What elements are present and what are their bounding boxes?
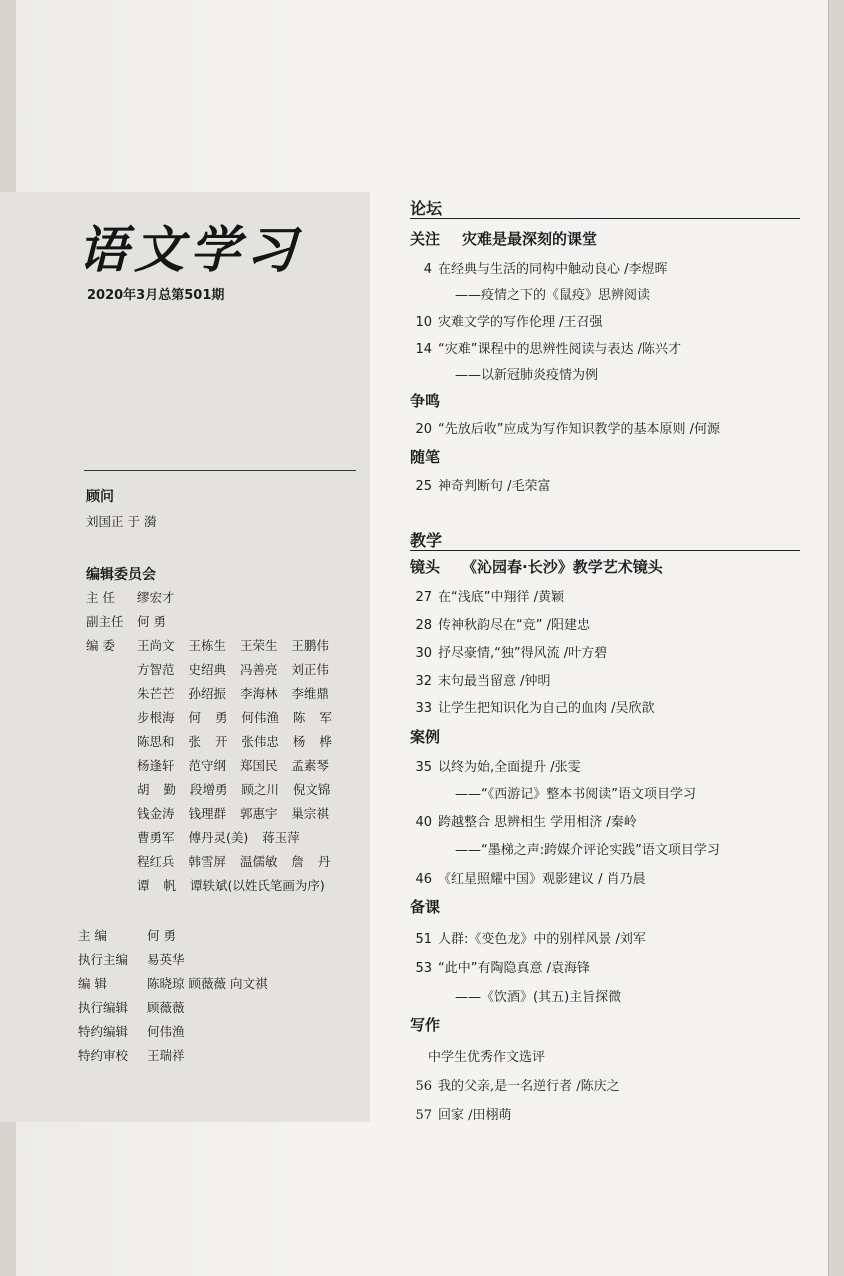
column-focus [410, 228, 597, 249]
board-vice-label: 副主任 [86, 614, 124, 629]
entry-title: 抒尽豪情,“独”得风流 /叶方碧 [438, 646, 608, 661]
staff-role: 主 编 [78, 928, 107, 943]
entry-title: “先放后收”应成为写作知识教学的基本原则 /何源 [438, 422, 720, 437]
board-row: 钱金涛 钱理群 郭惠宇 巢宗祺 [137, 806, 329, 821]
page-number: 33 [415, 701, 432, 716]
entry-title: “灾难”课程中的思辨性阅读与表达 /陈兴才 [438, 342, 681, 357]
entry-title: 我的父亲,是一名逆行者 /陈庆之 [438, 1079, 620, 1094]
staff-name: 陈晓琼 顾薇薇 向文祺 [147, 976, 268, 991]
page-number: 57 [415, 1108, 432, 1123]
page-number: 25 [415, 479, 432, 494]
column-label: 案例 [410, 728, 441, 746]
category-rule [410, 218, 800, 219]
entry-title: 人群:《变色龙》中的别样风景 /刘军 [438, 932, 646, 947]
entry-title: 让学生把知识化为自己的血肉 /吴欣歆 [438, 701, 655, 716]
page-number: 51 [415, 932, 432, 947]
staff-name: 顾薇薇 [147, 1000, 185, 1015]
column-label: 关注 [410, 230, 441, 248]
column-prep [410, 896, 440, 917]
entry-subtitle: ——以新冠肺炎疫情为例 [455, 368, 599, 383]
staff-name: 易英华 [147, 952, 185, 967]
entry-title: “此中”有陶隐真意 /袁海锋 [438, 961, 590, 976]
toc-entry[interactable] [410, 258, 668, 277]
toc-entry[interactable] [410, 418, 720, 437]
toc-entry[interactable] [410, 311, 603, 330]
column-label: 写作 [410, 1016, 441, 1034]
page-number: 27 [415, 590, 432, 605]
page-number: 53 [415, 961, 432, 976]
board-heading: 编辑委员会 [86, 567, 156, 583]
category-teaching: 教学 [410, 531, 443, 550]
toc-entry[interactable] [410, 868, 646, 887]
page-number: 46 [415, 872, 432, 887]
entry-title: 在经典与生活的同构中触动良心 /李煜晖 [438, 262, 668, 277]
board-chair: 缪宏才 [137, 590, 175, 605]
column-label: 随笔 [410, 448, 441, 466]
category-rule [410, 550, 800, 551]
board-row: 曹勇军 傅丹灵(美) 蒋玉萍 [137, 830, 300, 845]
page-number: 28 [415, 618, 432, 633]
toc-entry[interactable] [410, 586, 564, 605]
page-number: 35 [415, 760, 432, 775]
entry-subtitle: ——疫情之下的《鼠疫》思辨阅读 [455, 288, 651, 303]
page-number: 40 [415, 815, 432, 830]
toc-entry[interactable] [410, 642, 607, 661]
board-row: 谭 帆 谭轶斌(以姓氏笔画为序) [137, 878, 325, 893]
toc-entry[interactable] [410, 475, 551, 494]
entry-title: 末句最当留意 /钟明 [438, 674, 551, 689]
entry-title: 跨越整合 思辨相生 学用相济 /秦岭 [438, 815, 637, 830]
staff-role: 执行主编 [78, 952, 129, 967]
toc-entry[interactable] [410, 756, 581, 775]
staff-name: 王瑞祥 [147, 1048, 185, 1063]
page-number: 4 [423, 262, 432, 277]
board-members-label: 编 委 [86, 638, 115, 653]
column-debate [410, 390, 440, 411]
staff-role: 特约编辑 [78, 1024, 129, 1039]
board-row: 朱芒芒 孙绍振 李海林 李维鼎 [137, 686, 329, 701]
entry-subtitle: ——“《西游记》整本书阅读”语文项目学习 [455, 787, 696, 802]
entry-title: 在“浅底”中翔徉 /黄颖 [438, 590, 564, 605]
entry-title: 《红星照耀中国》观影建议 / 肖乃晨 [438, 872, 646, 887]
advisors-names: 刘国正 于 漪 [86, 514, 157, 529]
toc-entry[interactable] [410, 957, 590, 976]
toc-entry[interactable] [410, 697, 655, 716]
page-number: 20 [415, 422, 432, 437]
column-writing [410, 1014, 440, 1035]
page-number: 56 [415, 1079, 432, 1094]
entry-subtitle: ——《饮酒》(其五)主旨探微 [455, 990, 622, 1005]
advisors-heading: 顾问 [86, 489, 114, 505]
entry-title: 传神秋韵尽在“竞” /阳建忠 [438, 618, 590, 633]
page-number: 10 [415, 315, 432, 330]
page-number: 14 [415, 342, 432, 357]
entry-subtitle: ——“墨梯之声:跨媒介评论实践”语文项目学习 [455, 843, 720, 858]
column-title: 《沁园春·长沙》教学艺术镜头 [462, 558, 663, 576]
board-row: 杨逢轩 范守纲 郑国民 孟素琴 [137, 758, 329, 773]
staff-role: 编 辑 [78, 976, 107, 991]
board-row: 胡 勤 段增勇 顾之川 倪文锦 [137, 782, 331, 797]
toc-entry[interactable] [410, 1104, 512, 1123]
column-label: 镜头 [410, 558, 441, 576]
entry-title: 灾难文学的写作伦理 /王召强 [438, 315, 603, 330]
board-row: 陈思和 张 开 张伟忠 杨 桦 [137, 734, 332, 749]
entry-title: 以终为始,全面提升 /张雯 [438, 760, 581, 775]
board-row: 方智范 史绍典 冯善亮 刘正伟 [137, 662, 329, 677]
writing-intro: 中学生优秀作文选评 [428, 1050, 546, 1065]
toc-entry[interactable] [410, 670, 551, 689]
category-forum: 论坛 [410, 199, 443, 218]
toc-entry[interactable] [410, 338, 681, 357]
page-number: 32 [415, 674, 432, 689]
column-label: 争鸣 [410, 392, 441, 410]
entry-title: 神奇判断句 /毛荣富 [438, 479, 551, 494]
staff-name: 何伟渔 [147, 1024, 185, 1039]
toc-entry[interactable] [410, 811, 637, 830]
column-title: 灾难是最深刻的课堂 [462, 230, 598, 248]
column-label: 备课 [410, 898, 441, 916]
board-vice: 何 勇 [137, 614, 166, 629]
staff-role: 特约审校 [78, 1048, 129, 1063]
board-chair-label: 主 任 [86, 590, 115, 605]
column-case [410, 726, 440, 747]
toc-entry[interactable] [410, 1075, 620, 1094]
toc-entry[interactable] [410, 614, 590, 633]
board-row: 步根海 何 勇 何伟渔 陈 军 [137, 710, 332, 725]
entry-title: 回家 /田栩萌 [438, 1108, 512, 1123]
column-essay [410, 446, 440, 467]
toc-entry[interactable] [410, 928, 646, 947]
issue-line: 2020年3月总第501期 [87, 288, 225, 303]
column-lens [410, 556, 663, 577]
left-divider [84, 470, 356, 471]
page-number: 30 [415, 646, 432, 661]
masthead-logo: 语文学习 [78, 220, 302, 279]
board-row: 程红兵 韩雪屏 温儒敏 詹 丹 [137, 854, 331, 869]
staff-name: 何 勇 [147, 928, 176, 943]
staff-role: 执行编辑 [78, 1000, 129, 1015]
board-row: 王尚文 王栋生 王荣生 王鹏伟 [137, 638, 329, 653]
